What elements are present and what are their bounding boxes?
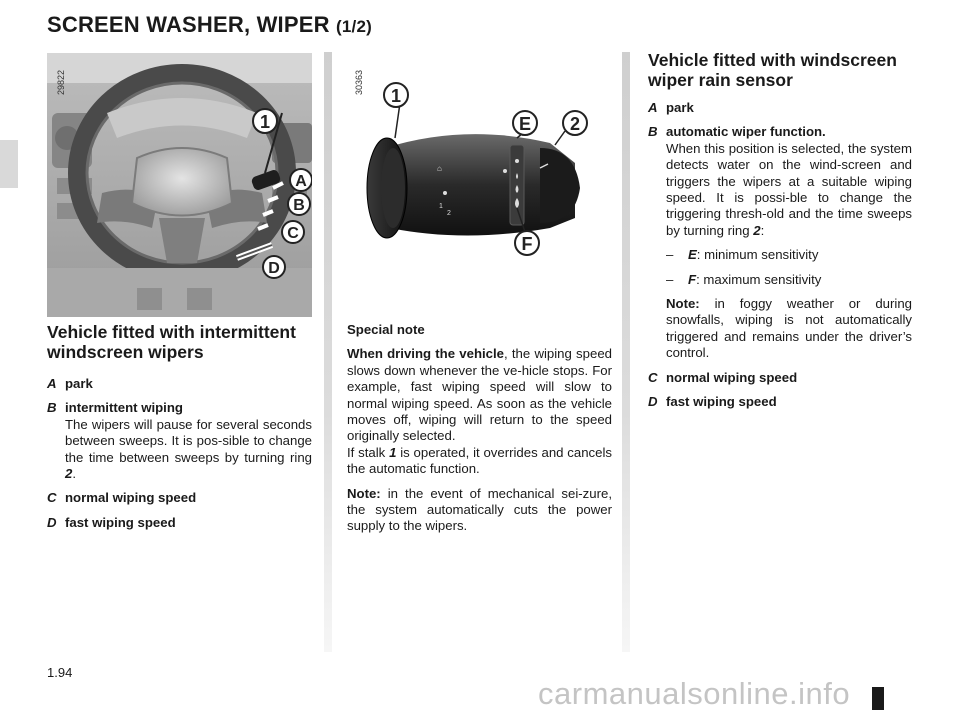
- item-label: intermittent wiping: [65, 400, 183, 416]
- item-letter: D: [648, 394, 658, 410]
- note-label: Note:: [666, 296, 700, 312]
- intermittent-item-d: [47, 515, 312, 531]
- special-note-paragraph-1b: [347, 445, 612, 478]
- watermark: carmanualsonline.info: [538, 676, 851, 711]
- note-text: in foggy weather or during snowfalls, wiping is not automatically triggered and remains under the driver’s control.: [666, 296, 913, 361]
- rain-item-d: [648, 394, 912, 410]
- item-label: normal wiping speed: [666, 369, 798, 385]
- stalk-callout-1: 1: [390, 86, 402, 106]
- item-letter: B: [47, 400, 57, 416]
- item-letter: A: [648, 100, 658, 115]
- figure1-ref-code: 29822: [56, 69, 66, 95]
- wiper-stalk-illustration: [345, 53, 610, 318]
- special-note-heading: Special note: [347, 322, 425, 337]
- item-description: The wipers will pause for several seconds between sweeps. It is pos-sible to change the time between sweeps by turning ring: [65, 416, 312, 465]
- callout-A: A: [295, 173, 307, 190]
- special-note-paragraph-1: [347, 346, 612, 444]
- item-label: fast wiping speed: [65, 514, 176, 530]
- stalk-callout-2: 2: [569, 114, 581, 134]
- sub-text: : maximum sensitivity: [696, 271, 822, 287]
- sensitivity-item-e: [648, 247, 912, 263]
- rain-sensor-heading: [648, 50, 912, 90]
- figure2-ref-code: 30363: [354, 69, 364, 95]
- page-title: [47, 12, 372, 38]
- steering-wheel-figure: [47, 53, 312, 317]
- sensitivity-item-f: [648, 272, 912, 288]
- stalk-callout-E: E: [518, 114, 532, 134]
- sub-letter: E: [688, 247, 697, 263]
- bookmark-marker: [872, 687, 884, 710]
- steering-wheel-illustration: [47, 53, 312, 317]
- rain-item-b: B automatic wiper function. When this position is selected, the system detects water on the wind-screen and triggers the wipers at a suitable wiping speed. It is possi-ble to change the triggering thresh-old and the time sweeps by turning ring 2:: [648, 124, 912, 238]
- column-divider-left: [324, 52, 332, 652]
- intermittent-item-b: B intermittent wiping The wipers will pause for several seconds between sweeps. It is pos-sible to change the time between sweeps by turning ring 2.: [47, 400, 312, 482]
- rain-note: [648, 296, 912, 362]
- item-letter: B: [648, 124, 658, 140]
- callout-D: D: [268, 260, 280, 277]
- callout-B: B: [293, 197, 305, 214]
- intermittent-heading-line1: Vehicle fitted with intermittent: [47, 322, 296, 342]
- stalk-note-post: is operated, it overrides and cancels the automatic function.: [347, 444, 613, 477]
- rain-heading-line2: wiper rain sensor: [648, 70, 793, 90]
- item-label: park: [65, 376, 93, 391]
- item-letter: A: [47, 376, 57, 391]
- ring-ref: 2: [65, 466, 73, 482]
- note-label: Note:: [347, 485, 381, 501]
- wiper-stalk-figure: [345, 53, 610, 318]
- intermittent-item-a: [47, 376, 312, 392]
- item-label: park: [666, 100, 694, 115]
- intermittent-heading-line2: windscreen wipers: [47, 342, 204, 362]
- item-label: automatic wiper function.: [666, 124, 826, 140]
- sub-text: : minimum sensitivity: [696, 247, 819, 263]
- rain-heading-line1: Vehicle fitted with windscreen: [648, 50, 897, 70]
- stalk-ref: 1: [389, 444, 397, 460]
- item-description: When this position is selected, the system detects water on the wind-screen and triggers the wipers at a suitable wiping speed. It is possi-ble to change the triggering thresh-old and the time sweeps by turning ring: [666, 140, 912, 238]
- note-text: in the event of mechanical sei-zure, the system automatically cuts the power supply to the wipers.: [347, 485, 612, 534]
- callout-1: 1: [259, 112, 271, 132]
- special-note-paragraph-2: [347, 486, 612, 535]
- ring-ref: 2: [753, 222, 761, 238]
- item-letter: D: [47, 514, 57, 530]
- page-title-suffix: (1/2): [336, 17, 372, 36]
- rain-item-a: [648, 100, 912, 116]
- item-letter: C: [47, 490, 57, 506]
- callout-C: C: [287, 225, 299, 242]
- rain-item-c: [648, 370, 912, 386]
- dash: –: [666, 271, 674, 287]
- svg-text:⌂: ⌂: [437, 164, 442, 173]
- svg-text:1: 1: [439, 203, 443, 210]
- page-title-text: SCREEN WASHER, WIPER: [47, 12, 330, 37]
- intermittent-item-c: [47, 490, 312, 506]
- stalk-note-pre: If stalk: [347, 444, 386, 460]
- item-label: fast wiping speed: [666, 394, 777, 410]
- dash: –: [666, 247, 674, 263]
- special-note-text: , the wiping speed slows down whenever the ve-hicle stops. For example, fast wiping speed will slow to normal wiping speed. As soon as the vehicle moves off, wiping will return to the speed originally selected.: [347, 346, 612, 444]
- intermittent-wipers-section: [47, 322, 312, 539]
- chapter-tab-marker: [0, 140, 18, 188]
- svg-text:2: 2: [447, 210, 451, 217]
- item-letter: C: [648, 369, 658, 385]
- special-note-lead: When driving the vehicle: [347, 346, 505, 362]
- sub-letter: F: [688, 271, 697, 287]
- intermittent-heading: [47, 322, 312, 362]
- rain-sensor-section: [648, 50, 912, 419]
- special-note-section: [347, 322, 612, 543]
- stalk-callout-F: F: [521, 234, 533, 254]
- item-label: normal wiping speed: [65, 490, 197, 506]
- column-divider-right: [622, 52, 630, 652]
- page-number: 1.94: [47, 665, 73, 680]
